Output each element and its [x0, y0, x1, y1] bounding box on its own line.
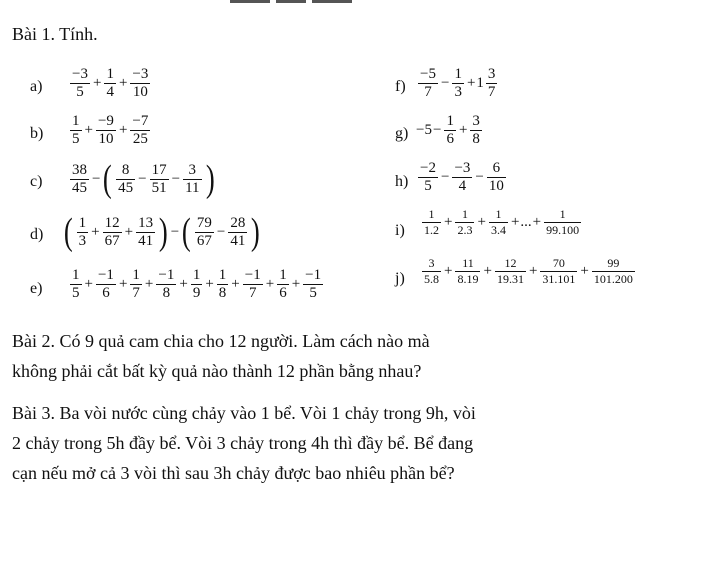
item-e-label: e)	[30, 280, 43, 297]
exercise-3	[12, 398, 712, 488]
exercise-3-line: Bài 3. Ba vòi nước cùng chảy vào 1 bể. Vòi 1 chảy trong 9h, vòi	[12, 403, 476, 423]
expression-j: $\frac{3}{5.8}$ + $\frac{11}{8.19}$ + $\frac{12}{19.31}$ + $\frac{70}{31.101}$ + $\frac{99}{101.200}$	[424, 256, 633, 286]
fraction: $\frac{79}{67}$	[196, 214, 212, 249]
fraction: $\frac{1}{3}$	[78, 214, 87, 249]
fraction: $\frac{-3}{4}$	[454, 160, 471, 194]
fraction: $\frac{8}{45}$	[118, 161, 134, 196]
fraction: $\frac{-1}{7}$	[244, 267, 261, 301]
fraction: $\frac{-3}{10}$	[132, 66, 149, 100]
fraction: $\frac{28}{41}$	[230, 214, 246, 249]
item-a-label: a)	[30, 78, 43, 95]
fraction: $\frac{6}{10}$	[488, 160, 504, 194]
fraction: $\frac{3}{5.8}$	[424, 256, 439, 286]
fraction: $\frac{1}{3}$	[454, 66, 462, 100]
fraction: $\frac{-1}{8}$	[158, 267, 175, 301]
fraction: $\frac{3}{8}$	[472, 113, 480, 147]
fraction: $\frac{1}{4}$	[106, 66, 114, 100]
fraction: $\frac{17}{51}$	[151, 161, 167, 196]
fraction: $\frac{11}{8.19}$	[457, 256, 479, 286]
expression-h: $\frac{-2}{5}$ − $\frac{-3}{4}$ − $\frac{6}{10}$	[420, 160, 504, 194]
fraction: $\frac{1}{6}$	[279, 267, 287, 301]
item-j-label: j)	[395, 270, 405, 287]
fraction: $\frac{3}{7}$	[487, 66, 496, 100]
fraction: $\frac{13}{41}$	[138, 214, 154, 249]
exercise-1-title: Bài 1. Tính.	[12, 24, 98, 44]
expression-e: $\frac{1}{5}$ + $\frac{-1}{6}$ + $\frac{1}{7}$ + $\frac{-1}{8}$ + $\frac{1}{9}$ + $\frac{1}{8}$ + $\frac{-1}{7}$ + $\frac{1}{6}$ + $\frac{-1}{5}$	[72, 267, 322, 301]
fraction: $\frac{38}{45}$	[72, 161, 87, 196]
item-c-label: c)	[30, 173, 43, 190]
fraction: $\frac{3}{11}$	[185, 161, 200, 196]
expression-f: $\frac{-5}{7}$ − $\frac{1}{3}$ + 1 $\frac{3}{7}$	[416, 66, 499, 101]
mixed-number: 1 $\frac{3}{7}$	[476, 66, 496, 100]
expression-b: $\frac{1}{5}$ + $\frac{-9}{10}$ + $\frac{-7}{25}$	[72, 113, 149, 147]
expression-i: $\frac{1}{1.2}$ + $\frac{1}{2.3}$ + $\frac{1}{3.4}$ + ... + $\frac{1}{99.100}$	[424, 207, 580, 237]
expression-a: $\frac{-3}{5}$ + $\frac{1}{4}$ + $\frac{-3}{10}$	[72, 66, 149, 100]
item-d-label: d)	[30, 226, 44, 243]
exercise-2-line: không phải cắt bất kỳ quả nào thành 12 phần bằng nhau?	[12, 361, 422, 381]
item-b-label: b)	[30, 125, 44, 142]
fraction: $\frac{-3}{5}$	[72, 66, 88, 100]
fraction: $\frac{1}{3.4}$	[490, 207, 506, 237]
fraction: $\frac{12}{19.31}$	[496, 256, 524, 286]
fraction: $\frac{1}{5}$	[72, 267, 80, 301]
item-g-label: g)	[395, 125, 409, 142]
fraction: $\frac{-1}{5}$	[305, 267, 322, 301]
fraction: $\frac{-1}{6}$	[97, 267, 114, 301]
fraction: $\frac{1}{9}$	[192, 267, 201, 301]
fraction: $\frac{12}{67}$	[104, 214, 120, 249]
fraction: $\frac{-5}{7}$	[420, 66, 436, 100]
fraction: $\frac{1}{8}$	[218, 267, 227, 301]
exercise-3-line: 2 chảy trong 5h đầy bể. Vòi 3 chảy trong 4h thì đầy bể. Bể đang	[12, 433, 474, 453]
fraction: $\frac{1}{99.100}$	[546, 207, 580, 237]
item-i-label: i)	[395, 222, 405, 239]
expression-g: −5 − $\frac{1}{6}$ + $\frac{3}{8}$	[416, 113, 480, 147]
expression-d: ( $\frac{1}{3}$ + $\frac{12}{67}$ + $\frac{13}{41}$ ) − ( $\frac{79}{67}$ − $\frac{28}{41}$ )	[63, 211, 261, 253]
exercise-2	[12, 326, 712, 386]
fraction: $\frac{1}{5}$	[72, 113, 80, 147]
fraction: $\frac{99}{101.200}$	[593, 256, 633, 286]
fraction: $\frac{1}{6}$	[446, 113, 454, 147]
fraction: $\frac{-7}{25}$	[132, 113, 149, 147]
exercise-3-line: cạn nếu mở cả 3 vòi thì sau 3h chảy được bao nhiêu phần bể?	[12, 463, 455, 483]
exercise-2-line: Bài 2. Có 9 quả cam chia cho 12 người. Làm cách nào mà	[12, 331, 430, 351]
item-h-label: h)	[395, 173, 409, 190]
item-f-label: f)	[395, 78, 406, 95]
fraction: $\frac{-2}{5}$	[420, 160, 436, 194]
fraction: $\frac{1}{1.2}$	[424, 207, 439, 237]
fraction: $\frac{-9}{10}$	[97, 113, 114, 147]
fraction: $\frac{1}{7}$	[132, 267, 140, 301]
fraction: $\frac{70}{31.101}$	[542, 256, 576, 286]
expression-c: $\frac{38}{45}$ − ( $\frac{8}{45}$ − $\frac{17}{51}$ − $\frac{3}{11}$ )	[72, 158, 215, 200]
fraction: $\frac{1}{2.3}$	[457, 207, 473, 237]
cropped-header-text	[230, 0, 370, 4]
